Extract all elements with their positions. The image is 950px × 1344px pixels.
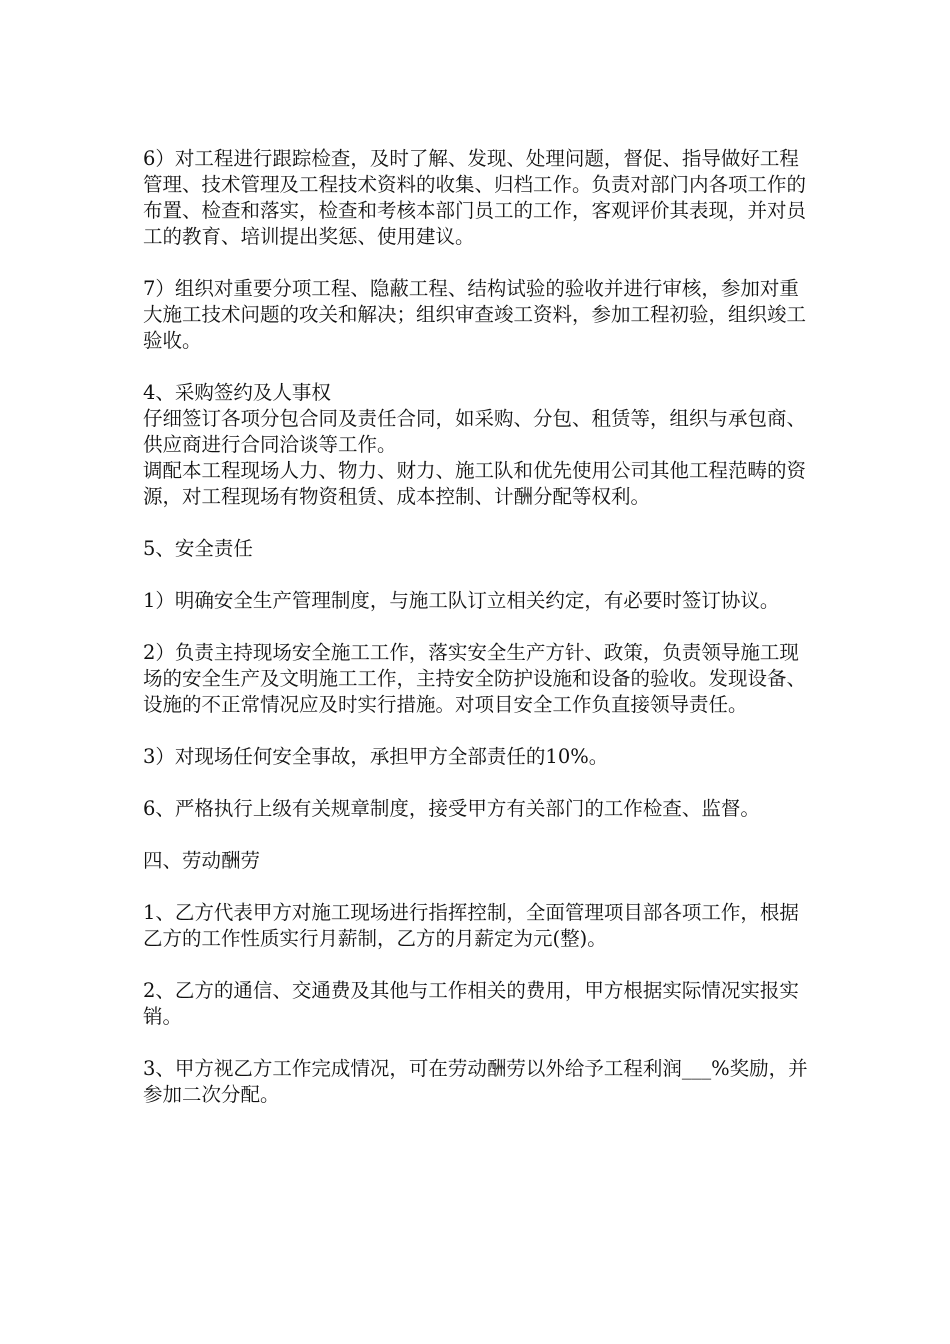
section-heading-remuneration: 四、劳动酬劳 — [143, 849, 261, 872]
section-heading-safety: 5、安全责任 — [143, 537, 253, 560]
paragraph-gap — [143, 874, 811, 900]
paragraph-gap — [143, 718, 811, 744]
paragraph-gap — [143, 354, 811, 380]
paragraph-gap — [143, 510, 811, 536]
paragraph-resource-allocation: 调配本工程现场人力、物力、财力、施工队和优先使用公司其他工程范畴的资源，对工程现场有物资租赁、成本控制、计酬分配等权利。 — [143, 459, 807, 508]
paragraph-safety-1: 1）明确安全生产管理制度，与施工队订立相关约定，有必要时签订协议。 — [143, 589, 780, 612]
paragraph-item-6-regulations: 6、严格执行上级有关规章制度，接受甲方有关部门的工作检查、监督。 — [143, 797, 760, 820]
paragraph-gap — [143, 250, 811, 276]
paragraph-gap — [143, 1030, 811, 1056]
paragraph-safety-3: 3）对现场任何安全事故，承担甲方全部责任的10%。 — [143, 745, 609, 768]
paragraph-remuneration-2: 2、乙方的通信、交通费及其他与工作相关的费用，甲方根据实际情况实报实销。 — [143, 979, 799, 1028]
paragraph-safety-2: 2）负责主持现场安全施工工作，落实安全生产方针、政策，负责领导施工现场的安全生产及文明施工工作，主持安全防护设施和设备的验收。发现设备、设施的不正常情况应及时实行措施。对项目安全工作负直接领导责任。 — [143, 641, 807, 716]
document-page — [143, 146, 811, 1108]
paragraph-gap — [143, 562, 811, 588]
paragraph-gap — [143, 822, 811, 848]
paragraph-item-6-tracking: 6）对工程进行跟踪检查，及时了解、发现、处理问题，督促、指导做好工程管理、技术管理及工程技术资料的收集、归档工作。负责对部门内各项工作的布置、检查和落实，检查和考核本部门员工的工作，客观评价其表现，并对员工的教育、培训提出奖惩、使用建议。 — [143, 147, 807, 248]
paragraph-item-7-acceptance: 7）组织对重要分项工程、隐蔽工程、结构试验的验收并进行审核，参加对重大施工技术问题的攻关和解决；组织审查竣工资料，参加工程初验，组织竣工验收。 — [143, 277, 807, 352]
paragraph-gap — [143, 952, 811, 978]
paragraph-contracts: 仔细签订各项分包合同及责任合同，如采购、分包、租赁等，组织与承包商、供应商进行合同洽谈等工作。 — [143, 407, 807, 456]
paragraph-remuneration-3: 3、甲方视乙方工作完成情况，可在劳动酬劳以外给予工程利润___%奖励，并参加二次分配。 — [143, 1057, 808, 1106]
paragraph-remuneration-1: 1、乙方代表甲方对施工现场进行指挥控制，全面管理项目部各项工作，根据乙方的工作性质实行月薪制，乙方的月薪定为元(整)。 — [143, 901, 799, 950]
section-heading-procurement: 4、采购签约及人事权 — [143, 381, 331, 404]
paragraph-gap — [143, 614, 811, 640]
paragraph-gap — [143, 770, 811, 796]
